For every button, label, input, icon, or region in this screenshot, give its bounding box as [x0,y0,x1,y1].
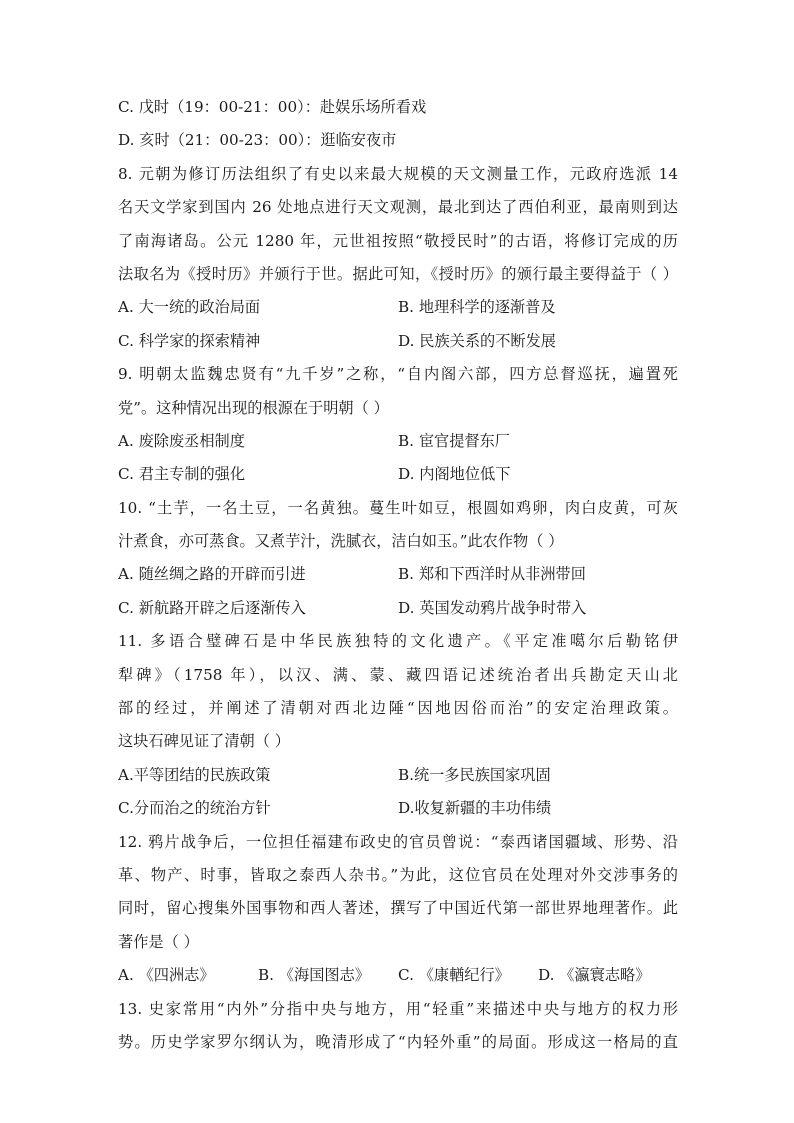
q9-stem-line: 9. 明朝太监魏忠贤有“九千岁”之称，“自内阁六部，四方总督巡抚，遍置死 [118,365,678,384]
q8-stem-line: 了南海诸岛。公元 1280 年，元世祖按照“敬授民时”的古语，将修订完成的历 [118,231,678,250]
q11-options-row [118,792,678,825]
q9-options-row [118,425,678,458]
q11-stem-line: 部的经过，并阐述了清朝对西北边陲“因地因俗而治”的安定治理政策。 [118,699,678,718]
q10-option-a: A. 随丝绸之路的开辟而引进 [118,565,306,584]
q9-stem-line: 党”。这种情况出现的根源在于明朝（ ） [118,398,389,417]
q12-option-a: A. 《四洲志》 [118,966,215,985]
q8-option-d: D. 民族关系的不断发展 [398,331,556,350]
q11-option-a: A.平等团结的民族政策 [118,765,271,784]
q10-option-b: B. 郑和下西洋时从非洲带回 [398,565,586,584]
q11-stem-line: 11. 多语合璧碑石是中华民族独特的文化遗产。《平定准噶尔后勒铭伊 [118,632,678,651]
q9-options-row [118,458,678,491]
q12-stem-line: 同时，留心搜集外国事物和西人著述，撰写了中国近代第一部世界地理著作。此 [118,899,678,918]
option-line: C. 戊时（19：00-21：00）：赴娱乐场所看戏 [118,98,427,116]
q12-option-d: D. 《瀛寰志略》 [538,966,651,985]
q8-stem-line: 法取名为《授时历》并颁行于世。据此可知，《授时历》的颁行最主要得益于（ ） [118,264,678,283]
q11-stem-line: 犁碑》（1758 年），以汉、满、蒙、藏四语记述统治者出兵勘定天山北 [118,665,678,684]
q11-options-row [118,759,678,792]
q8-options-row [118,291,678,324]
q12-options-row [118,959,678,992]
q10-option-d: D. 英国发动鸦片战争时带入 [398,598,587,617]
q12-option-c: C. 《康輶纪行》 [398,966,510,985]
q10-options-row [118,558,678,591]
q13-stem-line: 势。历史学家罗尔纲认为，晚清形成了“内轻外重”的局面。形成这一格局的直 [118,1032,678,1051]
q9-option-d: D. 内阁地位低下 [398,465,511,484]
q9-option-c: C. 君主专制的强化 [118,465,246,484]
q12-stem-line: 著作是（ ） [118,932,199,951]
q12-stem-line: 12. 鸦片战争后，一位担任福建布政史的官员曾说：“泰西诸国疆域、形势、沿 [118,832,678,851]
option-line: D. 亥时（21：00-23：00）：逛临安夜市 [118,131,397,150]
q9-option-a: A. 废除废丞相制度 [118,431,245,450]
exam-page [118,91,678,1059]
q12-stem-line: 革、物产、时事，皆取之泰西人杂书。”为此，这位官员在处理对外交涉事务的 [118,865,678,884]
q10-options-row [118,592,678,625]
q11-option-c: C.分而治之的统治方针 [118,799,271,818]
q8-options-row [118,325,678,358]
q10-option-c: C. 新航路开辟之后逐渐传入 [118,598,306,617]
q8-stem-line: 名天文学家到国内 26 处地点进行天文观测，最北到达了西伯利亚，最南则到达 [118,198,678,217]
q12-option-b: B. 《海国图志》 [258,966,370,985]
q10-stem-line: 10. “土芋，一名土豆，一名黄独。蔓生叶如豆，根圆如鸡卵，肉白皮黄，可灰 [118,498,678,517]
q11-option-b: B.统一多民族国家巩固 [398,765,551,784]
q8-stem-line: 8. 元朝为修订历法组织了有史以来最大规模的天文测量工作，元政府选派 14 [118,164,678,183]
q8-option-c: C. 科学家的探索精神 [118,331,261,350]
q11-stem-line: 这块石碑见证了清朝（ ） [118,732,290,751]
q8-option-a: A. 大一统的政治局面 [118,298,261,317]
q11-option-d: D.收复新疆的丰功伟绩 [398,799,552,818]
q8-option-b: B. 地理科学的逐渐普及 [398,298,556,317]
q10-stem-line: 汁煮食，亦可蒸食。又煮芋汁，洗腻衣，洁白如玉。”此农作物（ ） [118,532,564,551]
q13-stem-line: 13. 史家常用“内外”分指中央与地方，用“轻重”来描述中央与地方的权力形 [118,999,678,1018]
q9-option-b: B. 宦官提督东厂 [398,431,510,450]
